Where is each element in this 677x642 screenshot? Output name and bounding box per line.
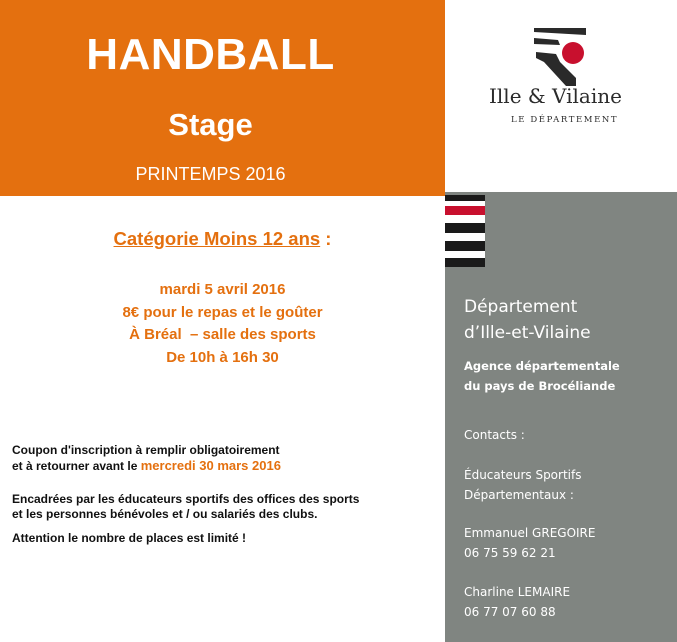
event-hours: De 10h à 16h 30 [166, 348, 279, 366]
contact-name: Emmanuel GREGOIRE [464, 526, 596, 540]
logo-subtitle: LE DÉPARTEMENT [511, 115, 619, 125]
contact-entry [464, 523, 595, 563]
header-band [0, 0, 445, 196]
registration-line1: Coupon d'inscription à remplir obligatoirement [12, 443, 280, 457]
page-title: HANDBALL [86, 30, 335, 79]
contact-name: Charline LEMAIRE [464, 585, 571, 599]
contacts-label: Contacts : [464, 428, 525, 442]
event-date: mardi 5 avril 2016 [159, 281, 286, 298]
registration-notes [12, 443, 437, 546]
department-emblem-icon [530, 26, 590, 88]
registration-deadline: mercredi 30 mars 2016 [140, 458, 281, 473]
stripes-decoration-icon [445, 195, 485, 271]
contact-entry [464, 582, 570, 622]
event-details [0, 279, 445, 369]
panel-title [464, 294, 591, 346]
registration-line2 [12, 458, 437, 474]
category-label: Catégorie Moins 12 ans [113, 228, 321, 249]
contact-panel [445, 192, 677, 642]
event-location: À Bréal – salle des sports [129, 326, 316, 343]
panel-agency-line1: Agence départementale [464, 359, 620, 373]
category-colon: : [320, 228, 332, 249]
contact-phone: 06 77 07 60 88 [464, 605, 556, 619]
logo-name: Ille & Vilaine [489, 84, 622, 108]
supervision-line1: Encadrées par les éducateurs sportifs des offices des sports [12, 492, 360, 506]
panel-agency-line2: du pays de Brocéliande [464, 379, 616, 393]
panel-agency [464, 356, 620, 396]
educators-title-line2: Départementaux : [464, 488, 574, 502]
department-logo [445, 0, 677, 192]
places-warning: Attention le nombre de places est limité ! [12, 531, 247, 545]
contact-phone: 06 75 59 62 21 [464, 546, 556, 560]
educators-title [464, 465, 581, 505]
page-subtitle: Stage [168, 107, 253, 142]
panel-title-line1: Département [464, 297, 578, 317]
season-label: PRINTEMPS 2016 [135, 164, 286, 184]
event-price: 8€ pour le repas et le goûter [122, 303, 323, 321]
panel-title-line2: d’Ille-et-Vilaine [464, 323, 591, 343]
registration-prefix: et à retourner avant le [12, 459, 141, 473]
supervision-line2: et les personnes bénévoles et / ou salariés des clubs. [12, 507, 318, 521]
category-heading [0, 228, 445, 250]
educators-title-line1: Éducateurs Sportifs [464, 468, 582, 482]
